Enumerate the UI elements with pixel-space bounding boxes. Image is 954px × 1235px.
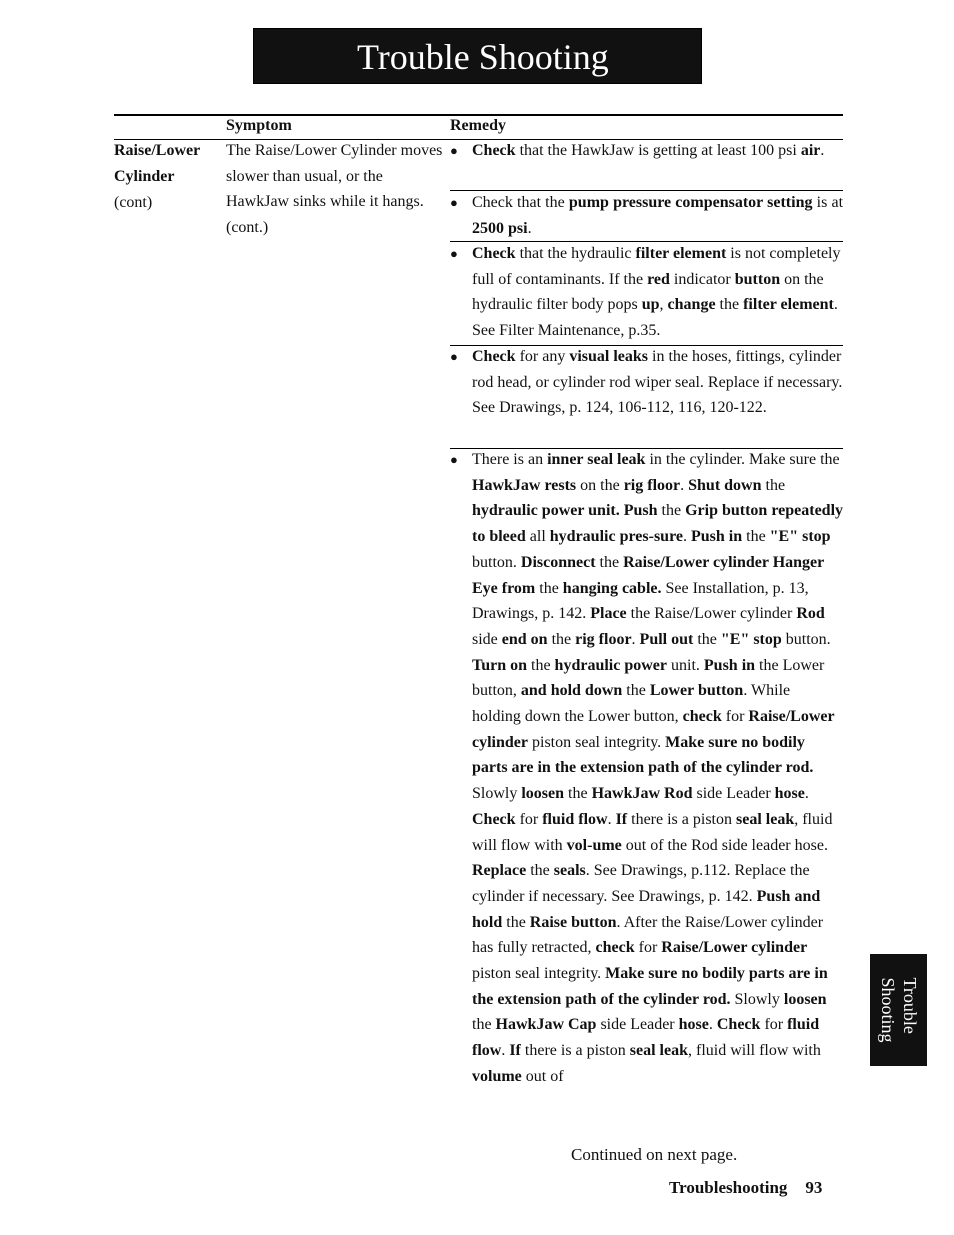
symptom-cell: The Raise/Lower Cylinder moves slower than usual, or the HawkJaw sinks while it hangs.(cont.) — [226, 142, 443, 237]
category-cell — [114, 138, 222, 216]
section-tab — [870, 954, 927, 1066]
page-number: 93 — [805, 1178, 823, 1197]
remedy-column-header: Remedy — [450, 117, 506, 134]
continued-note: Continued on next page. — [571, 1145, 738, 1164]
bullet-icon: ● — [450, 143, 458, 158]
remedy-text: Check for any visual leaks in the hoses, fittings, cylinder rod head, or cylinder rod wiper seal. Replace if necessary. See Drawings, p. 124, 106-112, 116, 120-122. — [472, 348, 843, 417]
symptom-column-header: Symptom — [226, 117, 292, 134]
remedy-text: Check that the hydraulic filter element is not completely full of contaminants. If the red indicator button on the hydraulic filter body pops up, change the filter element. See Filter Maintenance, p.35. — [472, 245, 841, 340]
remedy-item — [450, 190, 843, 241]
remedy-text: There is an inner seal leak in the cylinder. Make sure the HawkJaw rests on the rig floor. Shut down the hydraulic power unit. Push the Grip button repeatedly to bleed all hydraulic pres-sure. Push in the "E" stop button. Disconnect the Raise/Lower cylinder Hanger Eye from the hanging cable. See Installation, p. 13, Drawings, p. 142. Place the Raise/Lower cylinder Rod side end on the rig floor. Pull out the "E" stop button. Turn on the hydraulic power unit. Push in the Lower button, and hold down the Lower button. While holding down the Lower button, check for Raise/Lower cylinder piston seal integrity. Make sure no bodily parts are in the extension path of the cylinder rod. Slowly loosen the HawkJaw Rod side Leader hose. Check for fluid flow. If there is a piston seal leak, fluid will flow with vol-ume out of the Rod side leader hose. Replace the seals. See Drawings, p.112. Replace the cylinder if necessary. See Drawings, p. 142. Push and hold the Raise button. After the Raise/Lower cylinder has fully retracted, check for Raise/Lower cylinder piston seal integrity. Make sure no bodily parts are in the extension path of the cylinder rod. Slowly loosen the HawkJaw Cap side Leader hose. Check for fluid flow. If there is a piston seal leak, fluid will flow with volume out of — [472, 451, 844, 1085]
section-tab-line1: Trouble — [899, 977, 920, 1034]
remedy-text: Check that the pump pressure compensator setting is at 2500 psi. — [472, 194, 844, 237]
bullet-icon: ● — [450, 349, 458, 364]
bullet-icon: ● — [450, 195, 458, 210]
remedy-item — [450, 344, 843, 421]
remedy-item — [450, 241, 843, 344]
section-tab-label — [877, 977, 921, 1042]
remedy-text: Check that the HawkJaw is getting at least 100 psi air. — [472, 142, 825, 159]
bullet-icon: ● — [450, 452, 458, 467]
category-cont: (cont) — [114, 194, 153, 211]
page-footer — [669, 1176, 822, 1200]
remedy-item — [450, 447, 843, 1090]
section-tab-line2: Shooting — [877, 977, 898, 1043]
category-name: Raise/Lower Cylinder — [114, 142, 200, 185]
remedy-item — [450, 138, 843, 164]
page-title: Trouble Shooting — [357, 37, 609, 77]
bullet-icon: ● — [450, 246, 458, 261]
page-title-bar — [253, 28, 702, 84]
footer-section: Troubleshooting — [669, 1178, 788, 1197]
